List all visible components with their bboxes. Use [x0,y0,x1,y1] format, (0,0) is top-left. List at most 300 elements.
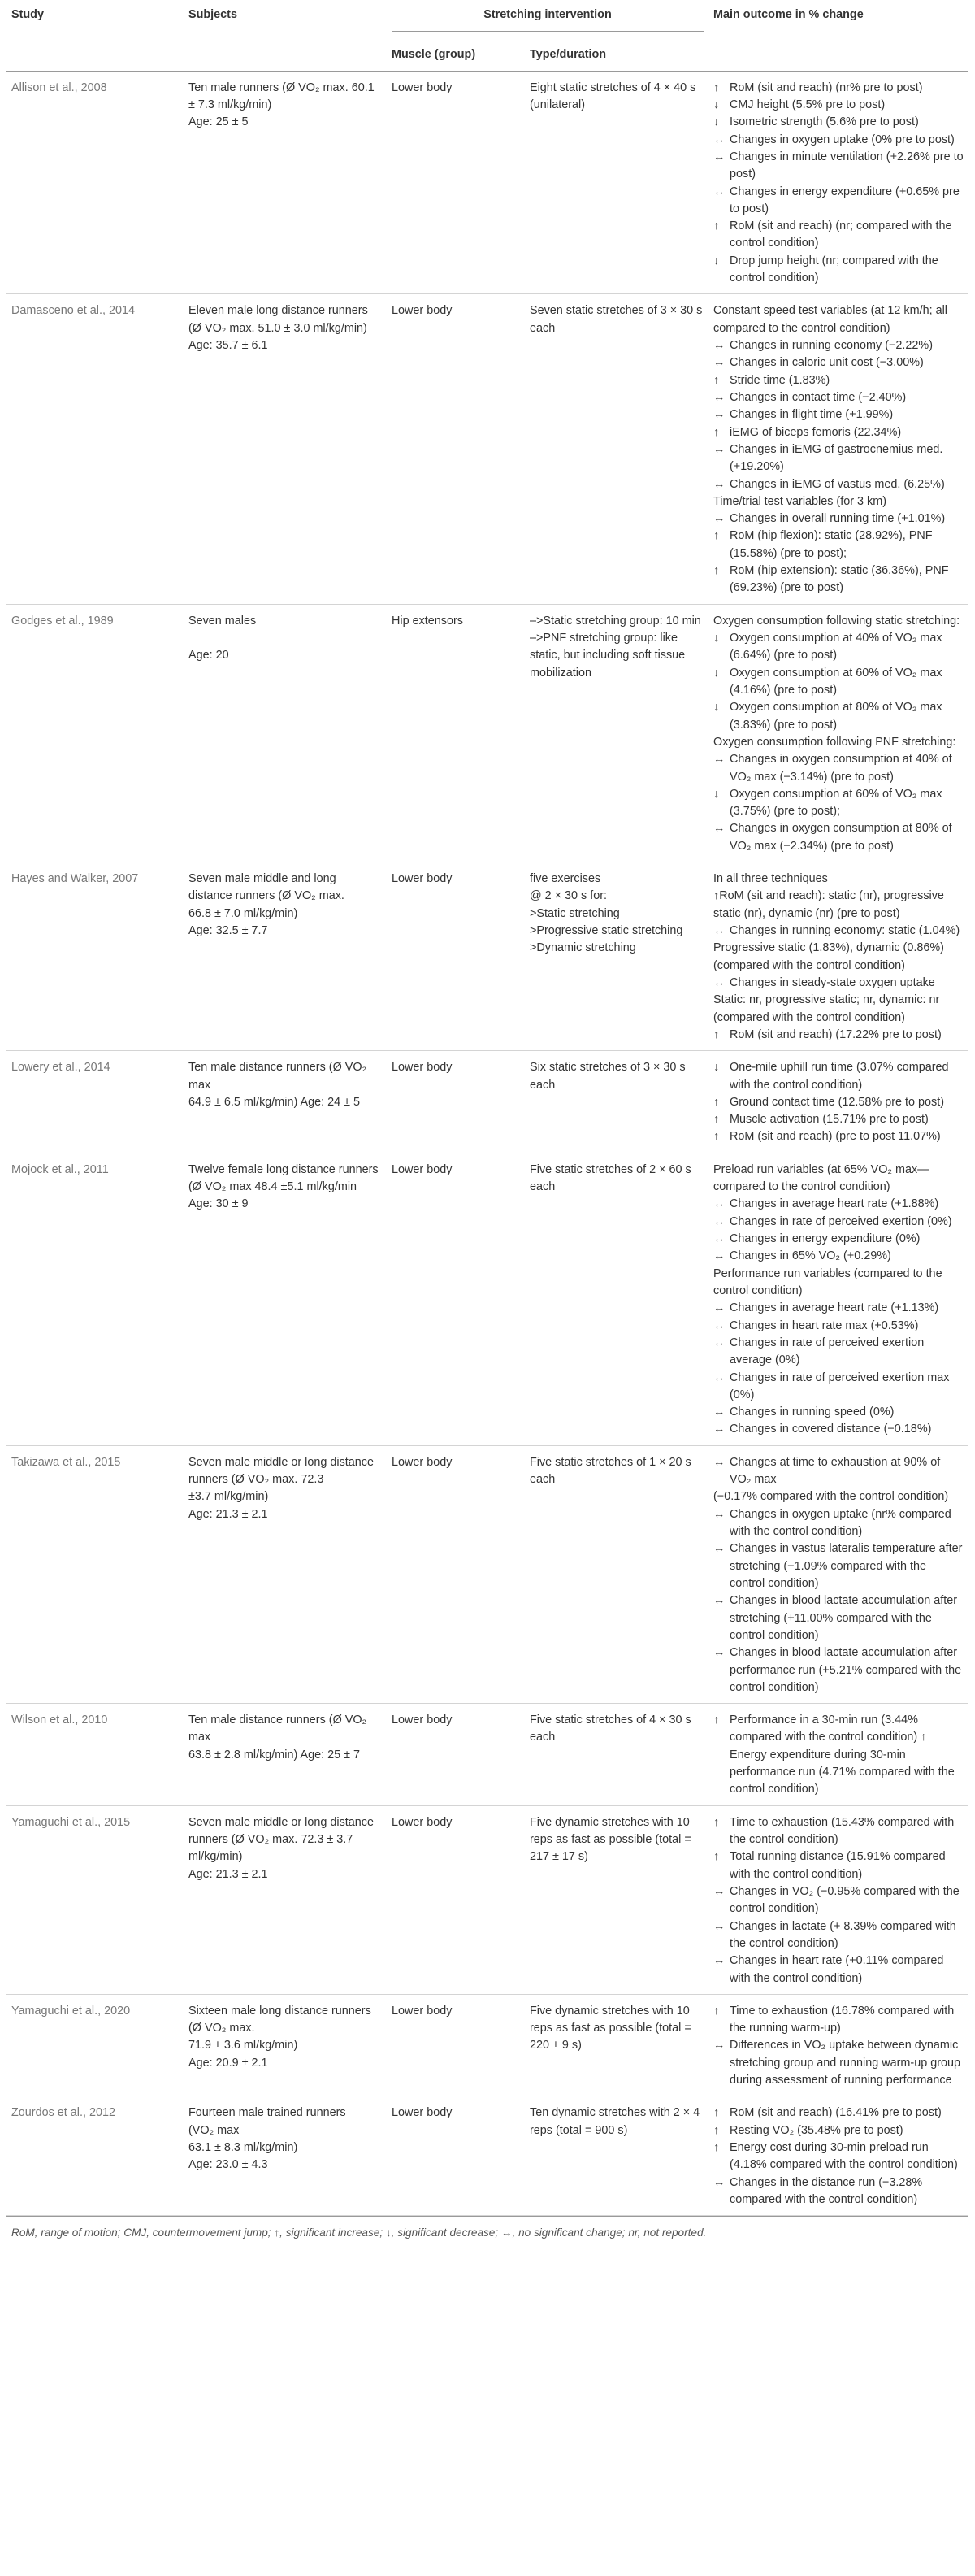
outcome-item [713,923,964,940]
cell-muscle-group-line: Hip extensors [392,614,463,628]
cell-study: Mojock et al., 2011 [11,1162,109,1176]
outcome-text: Performance run variables (compared to the control condition) [713,1266,942,1297]
cell-muscle-group [387,294,525,604]
header-muscle-group: Muscle (group) [392,48,476,62]
cell-subjects-line: 71.9 ± 3.6 ml/kg/min) [188,2039,298,2053]
cell-subjects-line: 64.9 ± 6.5 ml/kg/min) Age: 24 ± 5 [188,1095,360,1109]
outcome-text: Muscle activation (15.71% pre to post) [730,1113,929,1127]
change-symbol-icon: ↔ [713,408,726,422]
cell-subjects-line: Fourteen male trained runners [188,2106,346,2120]
cell-subjects-line: Age: 35.7 ± 6.1 [188,339,268,352]
outcome-text: Changes at time to exhaustion at 90% of VO₂ max [730,1455,941,1487]
cell-type-duration-line: –>Static stretching group: 10 min [530,614,701,628]
cell-muscle-group [387,1153,525,1445]
outcome-item [713,476,964,493]
change-symbol-icon: ↔ [713,1232,726,1245]
outcome-item [713,1059,964,1094]
outcome-text: Changes in steady-state oxygen uptake [730,975,935,989]
outcome-text: Changes in the distance run (−3.28% compared with the control condition) [730,2175,923,2206]
outcome-text: Changes in rate of perceived exertion max (0%) [730,1371,950,1401]
outcome-item [713,1266,964,1301]
outcome-item [713,1404,964,1421]
outcome-item [713,563,964,597]
cell-type-duration-line: Ten dynamic stretches with 2 × 4 reps (total = 900 s) [530,2106,700,2137]
cell-type-duration-line: –>PNF stretching group: like static, but including soft tissue mobilization [530,632,686,680]
change-symbol-icon: ↑ [713,2141,720,2154]
outcome-text: Changes in covered distance (−0.18%) [730,1423,932,1436]
cell-subjects [184,1704,387,1806]
change-symbol-icon: ↑ [713,373,720,387]
outcome-text: Constant speed test variables (at 12 km/h; all compared to the control condition) [713,304,947,335]
outcome-item [713,1712,964,1799]
cell-subjects-line: 63.8 ± 2.8 ml/kg/min) Age: 25 ± 7 [188,1748,360,1761]
cell-muscle-group-line: Lower body [392,2106,453,2120]
change-symbol-icon: ↔ [713,1646,726,1660]
outcome-item [713,510,964,528]
outcome-text: One-mile uphill run time (3.07% compared with the control condition) [730,1061,949,1092]
change-symbol-icon: ↓ [713,98,720,111]
change-symbol-icon: ↑ [713,219,720,233]
cell-outcome [708,1805,968,1994]
cell-subjects-line: Age: 20 [188,649,229,662]
change-symbol-icon: ↔ [713,339,726,352]
cell-subjects-line: Age: 25 ± 5 [188,115,249,129]
outcome-text: Progressive static (1.83%), dynamic (0.86%) (compared with the control condition) [713,941,944,972]
outcome-item [713,253,964,288]
cell-subjects [184,1994,387,2096]
cell-type-duration-line: Six static stretches of 3 × 30 s each [530,1061,686,1092]
outcome-text: Changes in lactate (+ 8.39% compared with the control condition) [730,1919,956,1950]
change-symbol-icon: ↔ [713,2039,726,2053]
outcome-item [713,132,964,149]
outcome-item [713,888,964,923]
outcome-item [713,1506,964,1541]
change-symbol-icon: ↔ [713,1455,726,1469]
outcome-text: Oxygen consumption at 60% of VO₂ max (3.75%) (pre to post); [730,787,942,819]
outcome-text: Changes in flight time (+1.99%) [730,408,894,422]
cell-subjects [184,1445,387,1703]
table-header [6,0,968,71]
outcome-item [713,302,964,337]
cell-subjects-line: Eleven male long distance runners (Ø VO₂ max. 51.0 ± 3.0 ml/kg/min) [188,304,368,335]
outcome-item [713,1196,964,1213]
cell-outcome [708,1153,968,1445]
cell-subjects [184,294,387,604]
cell-subjects-line: Ten male runners (Ø VO₂ max. 60.1 ± 7.3 ml/kg/min) [188,80,375,111]
cell-outcome [708,1704,968,1806]
change-symbol-icon: ↑ [713,80,720,94]
cell-muscle-group [387,862,525,1051]
outcome-item [713,1592,964,1644]
outcome-text: Changes in heart rate max (+0.53%) [730,1318,919,1332]
outcome-item [713,2122,964,2139]
cell-subjects-line: Age: 21.3 ± 2.1 [188,1507,268,1521]
outcome-text: Changes in iEMG of vastus med. (6.25%) [730,477,945,491]
outcome-text: Changes in running economy (−2.22%) [730,339,934,352]
cell-study: Wilson et al., 2010 [11,1714,108,1727]
cell-study: Yamaguchi et al., 2015 [11,1815,131,1829]
outcome-item [713,1540,964,1592]
table-row [6,2096,968,2216]
change-symbol-icon: ↓ [713,1061,720,1075]
outcome-item [713,751,964,786]
outcome-item [713,1421,964,1438]
header-outcome: Main outcome in % change [713,8,864,21]
change-symbol-icon: ↔ [713,1594,726,1608]
outcome-item [713,372,964,389]
change-symbol-icon: ↔ [713,1542,726,1556]
outcome-item [713,2105,964,2122]
header-type-duration: Type/duration [530,48,607,62]
change-symbol-icon: ↔ [713,753,726,767]
outcome-text: Changes in running economy: static (1.04%) [730,924,960,937]
change-symbol-icon: ↔ [713,356,726,370]
cell-subjects-line: Sixteen male long distance runners (Ø VO₂ max. [188,2004,371,2035]
outcome-text: Changes in vastus lateralis temperature after stretching (−1.09% compared with the control condition) [730,1542,963,1590]
outcome-item [713,1454,964,1489]
change-symbol-icon: ↔ [713,924,726,937]
change-symbol-icon: ↓ [713,666,720,680]
table-row [6,1051,968,1153]
outcome-item [713,1162,964,1197]
outcome-item [713,424,964,441]
outcome-item [713,630,964,665]
outcome-text: Changes in blood lactate accumulation after stretching (+11.00% compared with the control condition) [730,1594,958,1642]
table-row [6,1805,968,1994]
outcome-item [713,940,964,975]
cell-type-duration [525,862,708,1051]
cell-muscle-group [387,1051,525,1153]
cell-type-duration [525,1153,708,1445]
outcome-item [713,1918,964,1953]
cell-type-duration-line: Five static stretches of 1 × 20 s each [530,1455,691,1487]
outcome-text: Differences in VO₂ uptake between dynamic stretching group and running warm-up group during assessment of running performance [730,2039,960,2087]
change-symbol-icon: ↑ [713,1850,720,1864]
cell-muscle-group-line: Lower body [392,1714,453,1727]
table-row [6,1445,968,1703]
header-stretching-intervention [387,0,708,40]
header-stretching-intervention-label: Stretching intervention [392,7,704,32]
cell-muscle-group [387,1994,525,2096]
outcome-text: Changes in iEMG of gastrocnemius med. (+19.20%) [730,442,943,474]
cell-subjects-line: Age: 32.5 ± 7.7 [188,924,268,937]
cell-outcome [708,862,968,1051]
cell-subjects-line: ±3.7 ml/kg/min) [188,1490,269,1504]
change-symbol-icon: ↔ [713,975,726,989]
change-symbol-icon: ↔ [713,1371,726,1384]
outcome-text: Changes in average heart rate (+1.13%) [730,1301,939,1315]
change-symbol-icon: ↓ [713,701,720,715]
cell-subjects-line: Seven males [188,614,257,628]
outcome-item [713,2037,964,2089]
outcome-item [713,1814,964,1849]
cell-study: Godges et al., 1989 [11,614,114,628]
change-symbol-icon: ↑ [713,1095,720,1109]
outcome-item [713,184,964,219]
outcome-item [713,2174,964,2209]
cell-subjects [184,2096,387,2216]
change-symbol-icon: ↓ [713,787,720,801]
outcome-text: Changes in blood lactate accumulation after performance run (+5.21% compared with the control condition) [730,1646,962,1694]
outcome-text: Preload run variables (at 65% VO₂ max—compared to the control condition) [713,1162,930,1194]
cell-outcome [708,294,968,604]
outcome-item [713,354,964,371]
outcome-item [713,1370,964,1405]
cell-type-duration [525,294,708,604]
cell-muscle-group-line: Lower body [392,1061,453,1075]
cell-muscle-group [387,604,525,862]
outcome-item [713,80,964,97]
cell-muscle-group [387,1704,525,1806]
change-symbol-icon: ↔ [713,1507,726,1521]
outcome-text: Ground contact time (12.58% pre to post) [730,1095,944,1109]
change-symbol-icon: ↑ [713,2123,720,2137]
cell-outcome [708,1051,968,1153]
cell-subjects-line: 66.8 ± 7.0 ml/kg/min) [188,906,298,920]
cell-subjects-line: Seven male middle or long distance runners (Ø VO₂ max. 72.3 ± 3.7 ml/kg/min) [188,1815,374,1864]
outcome-text: Changes in overall running time (+1.01%) [730,512,946,526]
cell-outcome [708,1994,968,2096]
change-symbol-icon: ↔ [713,1423,726,1436]
change-symbol-icon: ↔ [713,1214,726,1228]
outcome-item [713,665,964,700]
outcome-item [713,1094,964,1111]
outcome-item [713,1848,964,1883]
outcome-text: Time to exhaustion (16.78% compared with the running warm-up) [730,2004,955,2035]
change-symbol-icon: ↔ [713,1884,726,1898]
change-symbol-icon: ↑ [713,1113,720,1127]
cell-outcome [708,1445,968,1703]
table-row [6,294,968,604]
change-symbol-icon: ↓ [713,115,720,129]
cell-muscle-group-line: Lower body [392,2004,453,2018]
outcome-text: Oxygen consumption following PNF stretching: [713,735,956,749]
change-symbol-icon: ↔ [713,1197,726,1211]
cell-study: Lowery et al., 2014 [11,1061,110,1075]
outcome-text: Changes in 65% VO₂ (+0.29%) [730,1249,891,1263]
outcome-text: Changes in contact time (−2.40%) [730,390,907,404]
table-row [6,1153,968,1445]
change-symbol-icon: ↔ [713,185,726,198]
cell-subjects [184,1805,387,1994]
change-symbol-icon: ↔ [713,132,726,146]
outcome-text: iEMG of biceps femoris (22.34%) [730,425,902,439]
change-symbol-icon: ↔ [713,1405,726,1419]
outcome-text: Isometric strength (5.6% pre to post) [730,115,919,129]
cell-type-duration-line: >Dynamic stretching [530,941,636,955]
outcome-item [713,613,964,630]
outcome-item [713,114,964,131]
change-symbol-icon: ↔ [713,390,726,404]
outcome-item [713,1111,964,1128]
cell-type-duration [525,1445,708,1703]
outcome-text: Changes in running speed (0%) [730,1405,895,1419]
outcome-text: ↑RoM (sit and reach): static (nr), progressive static (nr), dynamic (nr) (pre to post) [713,889,944,920]
cell-outcome [708,2096,968,2216]
outcome-item [713,820,964,855]
outcome-item [713,699,964,734]
cell-subjects-line: Age: 30 ± 9 [188,1197,249,1211]
outcome-item [713,1883,964,1918]
cell-muscle-group-line: Lower body [392,1815,453,1829]
outcome-text: Oxygen consumption at 40% of VO₂ max (6.64%) (pre to post) [730,632,942,662]
cell-subjects [184,1153,387,1445]
outcome-text: Oxygen consumption at 80% of VO₂ max (3.83%) (pre to post) [730,701,942,732]
outcome-item [713,389,964,406]
outcome-item [713,2003,964,2038]
cell-type-duration [525,1805,708,1994]
cell-muscle-group [387,1445,525,1703]
cell-subjects-line: Ten male distance runners (Ø VO₂ max [188,1061,367,1092]
outcome-text: RoM (sit and reach) (pre to post 11.07%) [730,1130,941,1144]
outcome-item [713,1231,964,1248]
change-symbol-icon: ↑ [713,2004,720,2018]
outcome-text: CMJ height (5.5% pre to post) [730,98,886,111]
outcome-item [713,1027,964,1044]
change-symbol-icon: ↑ [713,564,720,578]
study-table [6,0,968,2216]
outcome-item [713,493,964,510]
cell-subjects [184,604,387,862]
change-symbol-icon: ↑ [713,1027,720,1041]
change-symbol-icon: ↑ [713,529,720,543]
outcome-item [713,734,964,751]
outcome-text: Changes in oxygen consumption at 80% of VO₂ max (−2.34%) (pre to post) [730,822,952,853]
cell-subjects [184,71,387,294]
cell-subjects-line [188,630,382,647]
outcome-text: RoM (sit and reach) (nr; compared with the control condition) [730,219,952,250]
cell-study: Allison et al., 2008 [11,80,107,94]
outcome-item [713,1300,964,1317]
cell-study: Damasceno et al., 2014 [11,304,135,318]
change-symbol-icon: ↑ [713,1714,720,1727]
cell-type-duration [525,1704,708,1806]
table-page [6,0,968,2248]
cell-type-duration-line: five exercises [530,872,601,886]
change-symbol-icon: ↑ [713,1815,720,1829]
cell-study: Yamaguchi et al., 2020 [11,2004,131,2018]
outcome-text: Changes in heart rate (+0.11% compared with the control condition) [730,1954,944,1985]
outcome-item [713,1214,964,1231]
cell-outcome [708,604,968,862]
outcome-text: Time/trial test variables (for 3 km) [713,494,886,508]
cell-subjects-line: Ten male distance runners (Ø VO₂ max [188,1714,367,1744]
outcome-item [713,1128,964,1145]
cell-subjects-line: (VO₂ max [188,2123,240,2137]
cell-muscle-group [387,71,525,294]
cell-subjects-line: Age: 20.9 ± 2.1 [188,2056,268,2070]
cell-muscle-group [387,2096,525,2216]
cell-type-duration-line: Five static stretches of 4 × 30 s each [530,1714,691,1744]
outcome-item [713,149,964,184]
cell-type-duration-line: >Progressive static stretching [530,924,683,937]
table-row [6,1994,968,2096]
table-row [6,71,968,294]
outcome-text: In all three techniques [713,872,828,886]
outcome-item [713,97,964,114]
cell-subjects-line: Seven male middle or long distance runners (Ø VO₂ max. 72.3 [188,1455,374,1487]
outcome-text: (−0.17% compared with the control condition) [713,1490,949,1504]
outcome-text: RoM (sit and reach) (16.41% pre to post) [730,2106,942,2120]
outcome-text: Energy cost during 30-min preload run (4.18% compared with the control condition) [730,2141,958,2172]
outcome-text: Changes in VO₂ (−0.95% compared with the control condition) [730,1884,960,1916]
change-symbol-icon: ↔ [713,1249,726,1263]
change-symbol-icon: ↔ [713,1919,726,1933]
outcome-item [713,2139,964,2174]
outcome-text: Changes in oxygen consumption at 40% of VO₂ max (−3.14%) (pre to post) [730,753,952,784]
outcome-text: Changes in caloric unit cost (−3.00%) [730,356,924,370]
cell-muscle-group [387,1805,525,1994]
change-symbol-icon: ↔ [713,1954,726,1968]
change-symbol-icon: ↔ [713,2175,726,2189]
outcome-item [713,1335,964,1370]
cell-type-duration [525,1051,708,1153]
table-row [6,604,968,862]
cell-muscle-group-line: Lower body [392,1162,453,1176]
change-symbol-icon: ↔ [713,822,726,836]
outcome-item [713,786,964,821]
outcome-text: Oxygen consumption following static stretching: [713,614,960,628]
outcome-item [713,441,964,476]
outcome-text: Changes in energy expenditure (+0.65% pre to post) [730,185,960,215]
outcome-text: Drop jump height (nr; compared with the control condition) [730,254,938,285]
outcome-text: Changes in average heart rate (+1.88%) [730,1197,939,1211]
cell-outcome [708,71,968,294]
cell-type-duration-line: >Static stretching [530,906,620,920]
cell-muscle-group-line: Lower body [392,1455,453,1469]
outcome-text: Changes in oxygen uptake (0% pre to post) [730,132,955,146]
change-symbol-icon: ↔ [713,442,726,456]
cell-type-duration-line: Seven static stretches of 3 × 30 s each [530,304,703,335]
table-row [6,862,968,1051]
outcome-text: Total running distance (15.91% compared with the control condition) [730,1850,946,1881]
cell-type-duration [525,604,708,862]
change-symbol-icon: ↑ [713,425,720,439]
change-symbol-icon: ↑ [713,1130,720,1144]
change-symbol-icon: ↔ [713,1301,726,1315]
outcome-text: Performance in a 30-min run (3.44% compared with the control condition) ↑ Energy expenditure during 30-min performance run (4.71% compared with the control condition) [730,1714,955,1796]
change-symbol-icon: ↓ [713,254,720,267]
outcome-item [713,992,964,1027]
cell-type-duration-line: Five dynamic stretches with 10 reps as fast as possible (total = 217 ± 17 s) [530,1815,691,1864]
cell-subjects-line: 63.1 ± 8.3 ml/kg/min) [188,2141,298,2154]
outcome-item [713,528,964,563]
outcome-text: Changes in energy expenditure (0%) [730,1232,921,1245]
outcome-item [713,871,964,888]
change-symbol-icon: ↔ [713,1318,726,1332]
cell-subjects-line: Seven male middle and long distance runners (Ø VO₂ max. [188,872,344,903]
change-symbol-icon: ↔ [713,150,726,163]
outcome-text: Time to exhaustion (15.43% compared with the control condition) [730,1815,955,1846]
cell-study: Hayes and Walker, 2007 [11,872,139,886]
cell-subjects-line: Twelve female long distance runners (Ø VO₂ max 48.4 ±5.1 ml/kg/min [188,1162,379,1194]
outcome-item [713,1953,964,1987]
cell-type-duration-line: Eight static stretches of 4 × 40 s (unilateral) [530,80,696,111]
cell-type-duration-line: Five dynamic stretches with 10 reps as fast as possible (total = 220 ± 9 s) [530,2004,691,2053]
change-symbol-icon: ↔ [713,477,726,491]
outcome-text: Changes in oxygen uptake (nr% compared with the control condition) [730,1507,951,1538]
cell-type-duration-line: Five static stretches of 2 × 60 s each [530,1162,691,1194]
outcome-item [713,218,964,253]
cell-study: Zourdos et al., 2012 [11,2106,115,2120]
change-symbol-icon: ↔ [713,512,726,526]
outcome-item [713,406,964,424]
outcome-text: Static: nr, progressive static; nr, dynamic: nr (compared with the control condition) [713,993,940,1024]
cell-type-duration [525,1994,708,2096]
outcome-text: RoM (sit and reach) (nr% pre to post) [730,80,923,94]
change-symbol-icon: ↑ [713,2106,720,2120]
table-footnote: RoM, range of motion; CMJ, countermovement jump; ↑, significant increase; ↓, significant decrease; ↔, no significant change; nr, not reported. [6,2216,968,2248]
